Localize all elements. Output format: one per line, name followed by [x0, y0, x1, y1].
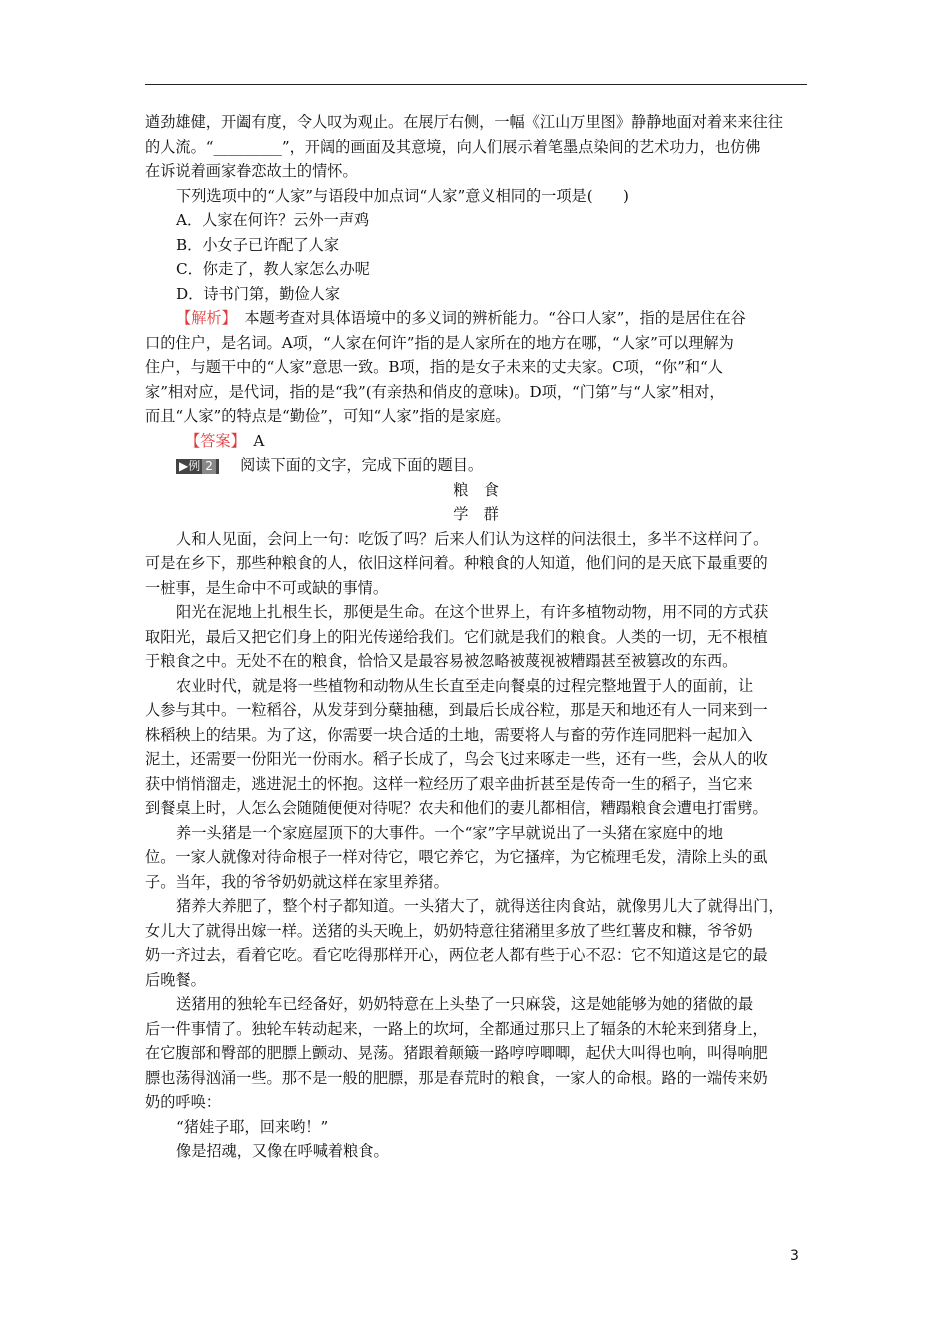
line-text: 女儿大了就得出嫁一样。送猪的头天晚上，奶奶特意往猪潲里多放了些红薯皮和糠，爷爷奶 [145, 921, 753, 940]
line-text: 获中悄悄溜走，逃进泥土的怀抱。这样一粒经历了艰辛曲折甚至是传奇一生的稻子，当它来 [145, 774, 753, 793]
text-line [145, 968, 807, 993]
section-tag: 【答案】 [185, 431, 239, 450]
line-text: 下列选项中的“人家”与语段中加点词“人家”意义相同的一项是( ) [176, 186, 629, 205]
line-text: 在它腹部和臀部的肥膘上颤动、晃荡。猪跟着颠簸一路哼哼唧唧，起伏大叫得也响，叫得响肥 [145, 1044, 768, 1062]
text-line [145, 233, 807, 258]
text-line [145, 257, 807, 282]
text-line [145, 110, 807, 135]
line-text: 于粮食之中。无处不在的粮食，恰恰又是最容易被忽略被蔑视被糟蹋甚至被篡改的东西。 [145, 652, 738, 670]
text-line [145, 429, 807, 454]
line-text: 而且“人家”的特点是“勤俭”，可知“人家”指的是家庭。 [145, 407, 511, 425]
line-text: 一桩事，是生命中不可或缺的事情。 [145, 578, 388, 597]
line-text: 猪养大养肥了，整个村子都知道。一头猪大了，就得送往肉食站，就像男儿大了就得出门， [176, 897, 784, 915]
example-number: 2 [202, 459, 216, 474]
section-tag: 【解析】 [176, 309, 230, 327]
text-line [145, 1139, 807, 1164]
text-line [145, 747, 807, 772]
line-text: 取阳光，最后又把它们身上的阳光传递给我们。它们就是我们的粮食。人类的一切，无不根植 [145, 627, 768, 646]
line-text: C．你走了，教人家怎么办呢 [176, 260, 370, 278]
text-line [145, 625, 807, 650]
text-line [145, 1017, 807, 1042]
text-line [145, 159, 807, 184]
line-text: 养一头猪是一个家庭屋顶下的大事件。一个“家”字早就说出了一头猪在家庭中的地 [176, 823, 724, 842]
line-text: 到餐桌上时，人怎么会随随便便对待呢？农夫和他们的妻儿都相信，糟蹋粮食会遭电打雷劈。 [145, 799, 768, 817]
example-marker-label: ▶例 [179, 459, 201, 473]
text-line [145, 674, 807, 699]
line-text: “猪娃子耶，回来哟！” [176, 1117, 329, 1136]
text-line [145, 1090, 807, 1115]
line-text: B．小女子已许配了人家 [176, 235, 340, 254]
text-line [145, 772, 807, 797]
line-text: 的人流。“_________”，开阔的画面及其意境，向人们展示着笔墨点染间的艺术功力，也仿佛 [145, 137, 761, 156]
text-line [145, 184, 807, 209]
line-text: 泥土，还需要一份阳光一份雨水。稻子长成了，鸟会飞过来啄走一些，还有一些，会从人的收 [145, 750, 768, 768]
text-line [145, 1066, 807, 1091]
line-text: 遒劲雄健，开阖有度，令人叹为观止。在展厅右侧，一幅《江山万里图》静静地面对着来来往往 [145, 113, 783, 131]
line-text: 阅读下面的文字，完成下面的题目。 [224, 456, 484, 474]
text-line [145, 135, 807, 160]
line-text: 粮 食 [453, 480, 499, 499]
line-text: 株稻秧上的结果。为了这，你需要一块合适的土地，需要将人与畜的劳作连同肥料一起加入 [145, 725, 753, 744]
page-number: 3 [790, 1248, 799, 1264]
line-text: 阳光在泥地上扎根生长，那便是生命。在这个世界上，有许多植物动物，用不同的方式获 [176, 603, 769, 621]
line-text: 在诉说着画家眷恋故土的情怀。 [145, 162, 358, 180]
text-line [145, 698, 807, 723]
line-text: A [238, 431, 265, 450]
line-text: 送猪用的独轮车已经备好，奶奶特意在上头垫了一只麻袋，这是她能够为她的猪做的最 [176, 995, 754, 1013]
text-line [145, 380, 807, 405]
line-text: 家”相对应，是代词，指的是“我”(有亲热和俏皮的意味)。D项，“门第”与“人家”相对， [145, 382, 725, 401]
line-text: A．人家在何许？云外一声鸡 [176, 211, 370, 229]
text-line [145, 502, 807, 527]
line-text: 可是在乡下，那些种粮食的人，依旧这样问着。种粮食的人知道，他们问的是天底下最重要的 [145, 554, 768, 572]
text-line [145, 870, 807, 895]
line-text: 子。当年，我的爷爷奶奶就这样在家里养猪。 [145, 872, 449, 891]
line-text: 住户，与题干中的“人家”意思一致。B项，指的是女子未来的丈夫家。C项，“你”和“人 [145, 358, 723, 376]
line-text: 位。一家人就像对待命根子一样对待它，喂它养它，为它搔痒，为它梳理毛发，清除上头的虱 [145, 848, 768, 866]
text-line [145, 943, 807, 968]
example-marker [176, 459, 219, 474]
line-text: 学 群 [453, 505, 499, 523]
text-line [145, 600, 807, 625]
line-text: 本题考查对具体语境中的多义词的辨析能力。“谷口人家”，指的是居住在谷 [229, 309, 746, 327]
text-line [145, 649, 807, 674]
text-line [145, 796, 807, 821]
line-text: D．诗书门第，勤俭人家 [176, 284, 341, 303]
line-text: 人和人见面，会问上一句：吃饭了吗？后来人们认为这样的问法很土，多半不这样问了。 [176, 529, 769, 548]
text-line [145, 1041, 807, 1066]
text-line [145, 404, 807, 429]
line-text: 像是招魂，又像在呼喊着粮食。 [176, 1142, 389, 1160]
text-line [145, 894, 807, 919]
text-line [145, 845, 807, 870]
text-line [145, 723, 807, 748]
text-line [145, 551, 807, 576]
text-line [145, 821, 807, 846]
text-line [145, 919, 807, 944]
line-text: 农业时代，就是将一些植物和动物从生长直至走向餐桌的过程完整地置于人的面前，让 [176, 676, 754, 695]
header-rule [145, 84, 807, 85]
text-line [145, 992, 807, 1017]
line-text: 后一件事情了。独轮车转动起来，一路上的坎坷，全都通过那只上了辐条的木轮来到猪身上， [145, 1019, 768, 1038]
text-line [145, 331, 807, 356]
text-line [145, 282, 807, 307]
line-text: 奶的呼唤： [145, 1093, 221, 1111]
line-text: 口的住户，是名词。A项，“人家在何许”指的是人家所在的地方在哪，“人家”可以理解为 [145, 333, 734, 352]
text-line [145, 478, 807, 503]
text-line [145, 355, 807, 380]
text-line [145, 208, 807, 233]
line-text: 膘也荡得汹涌一些。那不是一般的肥膘，那是春荒时的粮食，一家人的命根。路的一端传来奶 [145, 1068, 768, 1087]
line-text: 奶一齐过去，看着它吃。看它吃得那样开心，两位老人都有些于心不忍：它不知道这是它的最 [145, 946, 768, 964]
document-body [145, 110, 807, 1164]
text-line [145, 576, 807, 601]
text-line [145, 527, 807, 552]
line-text: 后晚餐。 [145, 970, 206, 989]
text-line [145, 1115, 807, 1140]
text-line [145, 453, 807, 478]
line-text: 人参与其中。一粒稻谷，从发芽到分蘖抽穗，到最后长成谷粒，那是天和地还有人一同来到一 [145, 701, 768, 719]
text-line [145, 306, 807, 331]
